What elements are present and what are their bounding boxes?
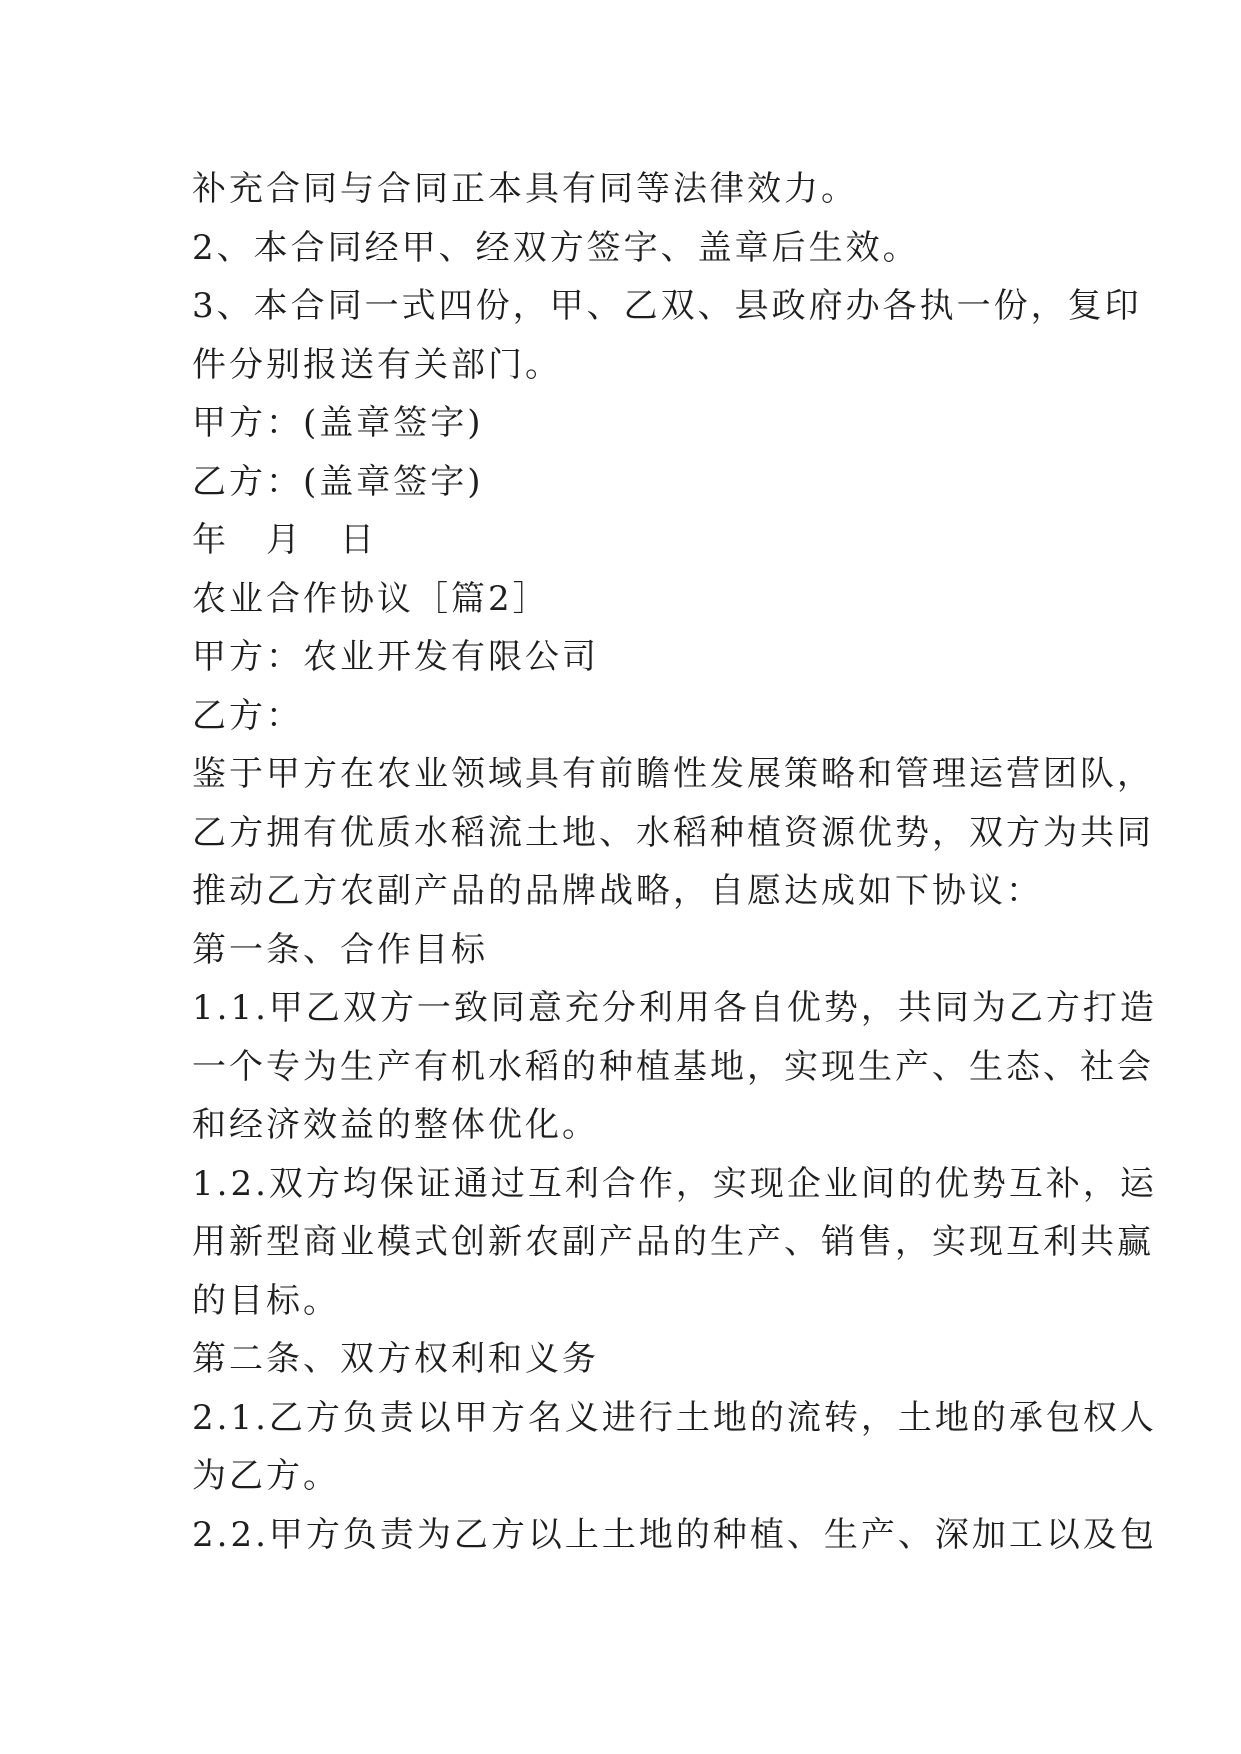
text-line: 2、本合同经甲、经双方签字、盖章后生效。 — [192, 227, 920, 268]
text-line: 和经济效益的整体优化。 — [192, 1105, 599, 1145]
text-line: 的目标。 — [192, 1280, 340, 1321]
text-line: 2.1.乙方负责以甲方名义进行土地的流转，土地的承包权人 — [192, 1397, 1157, 1438]
text-line: 一个专为生产有机水稻的种植基地，实现生产、生态、社会 — [192, 1046, 1154, 1087]
text-line: 1.1.甲乙双方一致同意充分利用各自优势，共同为乙方打造 — [192, 988, 1157, 1028]
article-heading: 第二条、双方权利和义务 — [192, 1339, 599, 1379]
section-title: 农业合作协议［篇2］ — [192, 578, 550, 619]
party-b-line: 乙方： — [192, 695, 303, 736]
text-line: 2.2.甲方负责为乙方以上土地的种植、生产、深加工以及包 — [192, 1514, 1157, 1555]
signature-line-party-a: 甲方：(盖章签字) — [192, 403, 484, 443]
text-line: 乙方拥有优质水稻流土地、水稻种植资源优势，双方为共同 — [192, 812, 1154, 853]
text-line: 1.2.双方均保证通过互利合作，实现企业间的优势互补，运 — [192, 1163, 1157, 1204]
date-line: 年 月 日 — [192, 520, 377, 560]
text-line: 3、本合同一式四份，甲、乙双、县政府办各执一份，复印 — [192, 286, 1142, 326]
signature-line-party-b: 乙方：(盖章签字) — [192, 461, 484, 502]
text-line: 推动乙方农副产品的品牌战略，自愿达成如下协议： — [192, 871, 1043, 911]
text-line: 件分别报送有关部门。 — [192, 344, 562, 385]
party-a-line: 甲方：农业开发有限公司 — [192, 637, 599, 677]
document-body — [192, 160, 1157, 1564]
text-line: 为乙方。 — [192, 1456, 340, 1496]
text-line: 鉴于甲方在农业领域具有前瞻性发展策略和管理运营团队， — [192, 754, 1154, 794]
article-heading: 第一条、合作目标 — [192, 929, 488, 970]
text-line: 用新型商业模式创新农副产品的生产、销售，实现互利共赢 — [192, 1222, 1154, 1262]
text-line: 补充合同与合同正本具有同等法律效力。 — [192, 169, 858, 209]
